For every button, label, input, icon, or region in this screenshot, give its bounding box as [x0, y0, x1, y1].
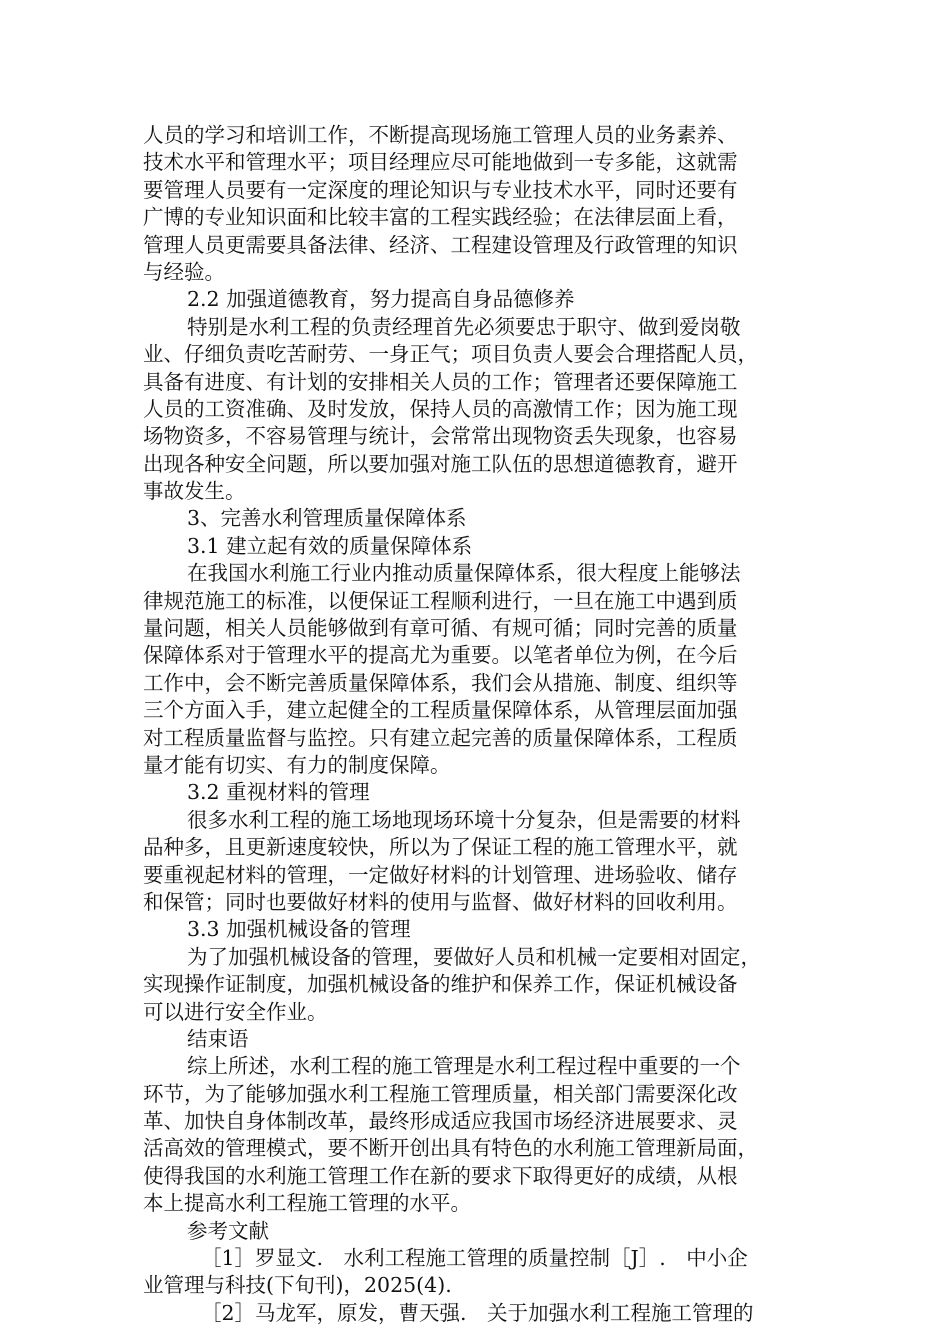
text-line: 特别是水利工程的负责经理首先必须要忠于职守、做到爱岗敬	[187, 314, 741, 339]
text-line: 革、加快自身体制改革，最终形成适应我国市场经济进展要求、灵	[143, 1109, 738, 1134]
text-line: 和保管；同时也要做好材料的使用与监督、做好材料的回收利用。	[143, 889, 738, 914]
document-body	[143, 122, 813, 1327]
text-line: 环节，为了能够加强水利工程施工管理质量，相关部门需要深化改	[143, 1081, 738, 1106]
text-line: 三个方面入手，建立起健全的工程质量保障体系，从管理层面加强	[143, 698, 738, 723]
text-line: 3、完善水利管理质量保障体系	[187, 506, 467, 531]
text-line: 本上提高水利工程施工管理的水平。	[143, 1191, 471, 1216]
text-line: 业、仔细负责吃苦耐劳、一身正气；项目负责人要会合理搭配人员，	[143, 342, 758, 367]
text-line: ［2］马龙军，原发，曹天强. 关于加强水利工程施工管理的	[201, 1300, 754, 1325]
text-line: 使得我国的水利施工管理工作在新的要求下取得更好的成绩，从根	[143, 1163, 738, 1188]
text-line: 广博的专业知识面和比较丰富的工程实践经验；在法律层面上看，	[143, 205, 738, 230]
text-line: 人员的工资准确、及时发放，保持人员的高激情工作；因为施工现	[143, 396, 738, 421]
text-line: 管理人员更需要具备法律、经济、工程建设管理及行政管理的知识	[143, 232, 738, 257]
text-line: 结束语	[187, 1026, 249, 1051]
text-line: 工作中，会不断完善质量保障体系，我们会从措施、制度、组织等	[143, 670, 738, 695]
text-line: ［1］罗显文. 水利工程施工管理的质量控制［J］. 中小企	[201, 1246, 748, 1271]
text-line: 量问题，相关人员能够做到有章可循、有规可循；同时完善的质量	[143, 616, 738, 641]
text-line: 在我国水利施工行业内推动质量保障体系，很大程度上能够法	[187, 561, 741, 586]
text-line: 具备有进度、有计划的安排相关人员的工作；管理者还要保障施工	[143, 369, 738, 394]
text-line: 为了加强机械设备的管理，要做好人员和机械一定要相对固定，	[187, 944, 761, 969]
text-line: 业管理与科技(下旬刊)，2025(4).	[143, 1273, 452, 1298]
text-line: 出现各种安全问题，所以要加强对施工队伍的思想道德教育，避开	[143, 451, 738, 476]
text-line: 很多水利工程的施工场地现场环境十分复杂，但是需要的材料	[187, 807, 741, 832]
text-line: 实现操作证制度，加强机械设备的维护和保养工作，保证机械设备	[143, 972, 738, 997]
text-line: 品种多，且更新速度较快，所以为了保证工程的施工管理水平，就	[143, 835, 738, 860]
text-line: 要管理人员要有一定深度的理论知识与专业技术水平，同时还要有	[143, 177, 738, 202]
text-line: 活高效的管理模式，要不断开创出具有特色的水利施工管理新局面，	[143, 1136, 758, 1161]
text-line: 律规范施工的标准，以便保证工程顺利进行，一旦在施工中遇到质	[143, 588, 738, 613]
text-line: 3.2 重视材料的管理	[187, 780, 370, 805]
text-line: 3.1 建立起有效的质量保障体系	[187, 533, 473, 558]
text-line: 技术水平和管理水平；项目经理应尽可能地做到一专多能，这就需	[143, 150, 738, 175]
text-line: 量才能有切实、有力的制度保障。	[143, 752, 451, 777]
text-line: 2.2 加强道德教育，努力提高自身品德修养	[187, 287, 575, 312]
text-line: 与经验。	[143, 259, 225, 284]
text-line: 事故发生。	[143, 479, 246, 504]
text-line: 参考文献	[187, 1218, 269, 1243]
text-line: 综上所述，水利工程的施工管理是水利工程过程中重要的一个	[187, 1054, 741, 1079]
text-line: 场物资多，不容易管理与统计，会常常出现物资丢失现象，也容易	[143, 424, 738, 449]
text-line: 对工程质量监督与监控。只有建立起完善的质量保障体系，工程质	[143, 725, 738, 750]
text-line: 3.3 加强机械设备的管理	[187, 917, 411, 942]
text-line: 要重视起材料的管理，一定做好材料的计划管理、进场验收、储存	[143, 862, 738, 887]
text-line: 人员的学习和培训工作，不断提高现场施工管理人员的业务素养、	[143, 123, 738, 147]
text-line: 可以进行安全作业。	[143, 999, 328, 1024]
text-line: 保障体系对于管理水平的提高尤为重要。以笔者单位为例，在今后	[143, 643, 738, 668]
